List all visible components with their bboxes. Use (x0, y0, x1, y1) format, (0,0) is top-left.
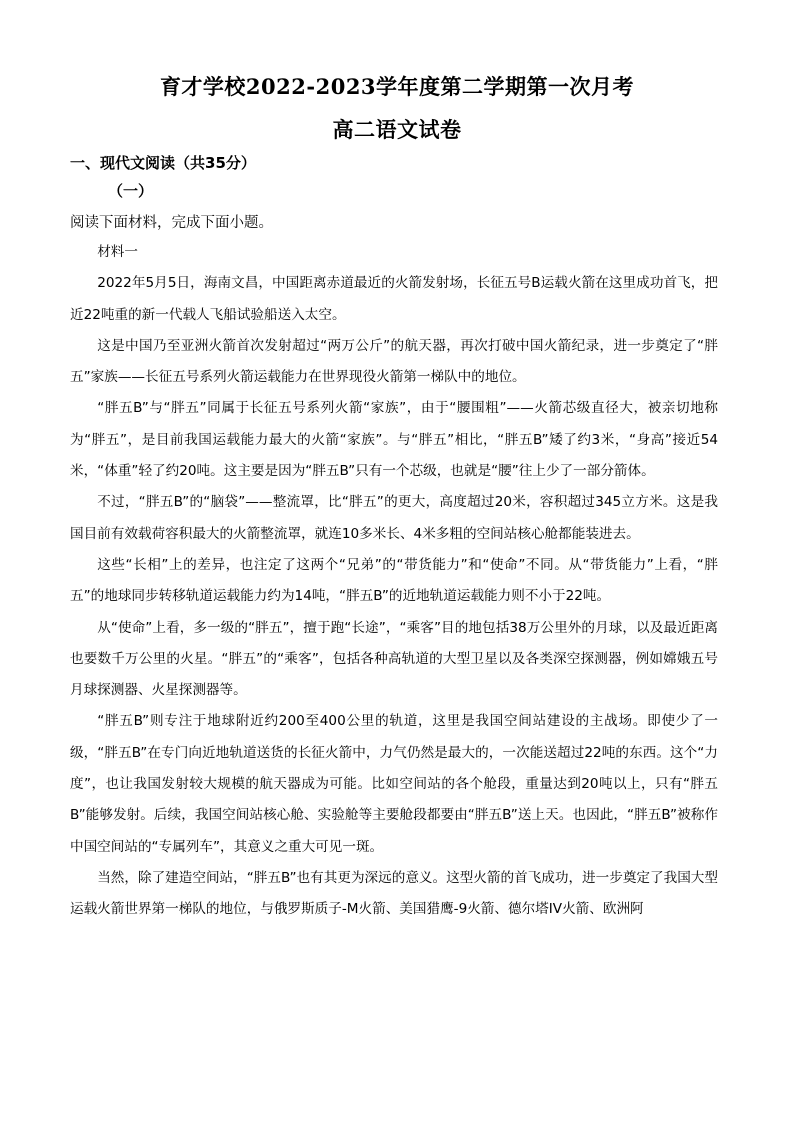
paragraph: “胖五B”与“胖五”同属于长征五号系列火箭“家族”，由于“腰围粗”——火箭芯级直径大，被亲切地称为“胖五”，是目前我国运载能力最大的火箭“家族”。与“胖五”相比，“胖五B”矮了约3米，“身高”接近54米，“体重”轻了约20吨。这主要是因为“胖五B”只有一个芯级，也就是“腰”往上少了一部分箭体。 (70, 400, 718, 480)
paragraph: 不过，“胖五B”的“脑袋”——整流罩，比“胖五”的更大，高度超过20米，容积超过345立方米。这是我国目前有效载荷容积最大的火箭整流罩，就连10多米长、4米多粗的空间站核心舱都能装进去。 (70, 494, 718, 542)
exam-subtitle: 高二语文试卷 (332, 117, 462, 142)
paragraph: 这是中国乃至亚洲火箭首次发射超过“两万公斤”的航天器，再次打破中国火箭纪录，进一步奠定了“胖五”家族——长征五号系列火箭运载能力在世界现役火箭第一梯队中的地位。 (70, 337, 718, 386)
instruction-text: 阅读下面材料，完成下面小题。 (70, 215, 273, 231)
material-body (70, 237, 718, 926)
material-label: 材料一 (97, 244, 138, 260)
section-heading: 一、现代文阅读（共35分） (70, 154, 256, 172)
paragraph: 当然，除了建造空间站，“胖五B”也有其更为深远的意义。这型火箭的首飞成功，进一步奠定了我国大型运载火箭世界第一梯队的地位，与俄罗斯质子-M火箭、美国猎鹰-9火箭、德尔塔IV火箭、欧洲阿 (70, 869, 718, 918)
paragraph: 2022年5月5日，海南文昌，中国距离赤道最近的火箭发射场，长征五号B运载火箭在这里成功首飞，把近22吨重的新一代载人飞船试验船送入太空。 (70, 275, 718, 323)
paragraph: “胖五B”则专注于地球附近约200至400公里的轨道，这里是我国空间站建设的主战场。即使少了一级，“胖五B”在专门向近地轨道送货的长征火箭中，力气仍然是最大的，一次能送超过22吨的东西。这个“力度”，也让我国发射较大规模的航天器成为可能。比如空间站的各个舱段，重量达到20吨以上，只有“胖五B”能够发射。后续，我国空间站核心舱、实验舱等主要舱段都要由“胖五B”送上天。也因此，“胖五B”被称作中国空间站的“专属列车”，其意义之重大可见一斑。 (70, 713, 718, 855)
paragraph: 从“使命”上看，多一级的“胖五”，擅于跑“长途”，“乘客”目的地包括38万公里外的月球，以及最近距离也要数千万公里的火星。“胖五”的“乘客”，包括各种高轨道的大型卫星以及各类深空探测器，例如嫦娥五号月球探测器、火星探测器等。 (70, 619, 718, 699)
paragraph: 这些“长相”上的差异，也注定了这两个“兄弟”的“带货能力”和“使命”不同。从“带货能力”上看，“胖五”的地球同步转移轨道运载能力约为14吨，“胖五B”的近地轨道运载能力则不小于22吨。 (70, 556, 718, 605)
sub-heading: （一） (108, 182, 154, 200)
exam-title: 育才学校2022-2023学年度第二学期第一次月考 (159, 74, 635, 99)
